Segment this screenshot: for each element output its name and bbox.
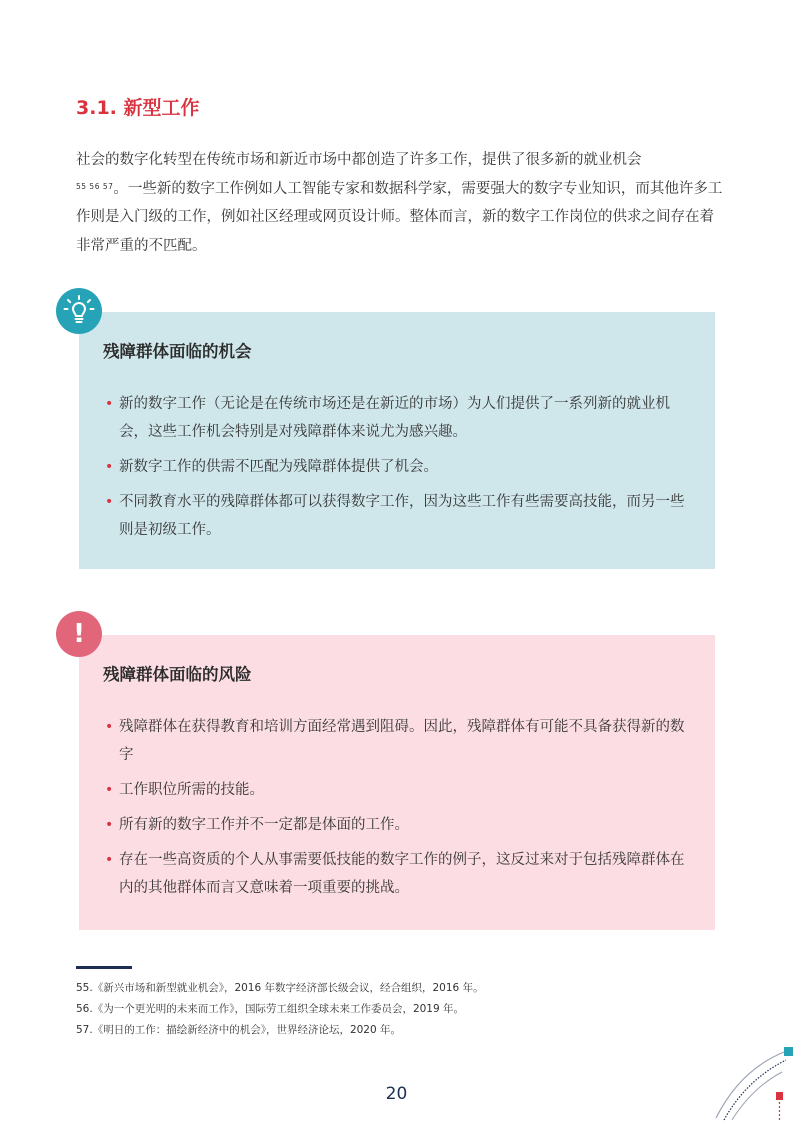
lightbulb-icon [56,288,102,334]
list-item: • 残障群体在获得教育和培训方面经常遇到阻碍。因此，残障群体有可能不具备获得新的数字 [105,713,695,769]
opportunities-box [79,312,715,569]
intro-paragraph [76,146,726,260]
corner-decoration-icon [710,1040,793,1122]
footnote-56: 56.《为一个更光明的未来而工作》，国际劳工组织全球未来工作委员会，2019 年。 [76,1003,465,1015]
footnote-57: 57.《明日的工作：描绘新经济中的机会》，世界经济论坛，2020 年。 [76,1024,402,1036]
footnote-divider [76,966,132,969]
risks-title: 残障群体面临的风险 [103,665,252,684]
risks-box [79,635,715,930]
intro-text-a: 社会的数字化转型在传统市场和新近市场中都创造了许多工作，提供了很多新的就业机会 [76,152,642,168]
list-item: • 新数字工作的供需不匹配为残障群体提供了机会。 [105,453,695,481]
footnotes [76,978,696,1041]
opportunities-title: 残障群体面临的机会 [103,342,252,361]
page-number: 20 [385,1084,408,1104]
risks-list [105,713,695,909]
list-item: • 工作职位所需的技能。 [105,776,695,804]
intro-text-b: 。一些新的数字工作例如人工智能专家和数据科学家，需要强大的数字专业知识，而其他许多工作则是入门级的工作，例如社区经理或网页设计师。整体而言，新的数字工作岗位的供求之间存在着非常严重的不匹配。 [76,180,723,254]
section-title: 3.1. 新型工作 [76,97,200,119]
list-item: • 所有新的数字工作并不一定都是体面的工作。 [105,811,695,839]
footnote-55: 55.《新兴市场和新型就业机会》，2016 年数字经济部长级会议，经合组织，2016 年。 [76,982,484,994]
footnote-refs[interactable]: 55 56 57 [76,181,114,191]
exclamation-icon: ! [56,611,102,657]
opportunities-list [105,390,695,551]
list-item: • 不同教育水平的残障群体都可以获得数字工作，因为这些工作有些需要高技能，而另一些则是初级工作。 [105,488,695,544]
list-item: • 存在一些高资质的个人从事需要低技能的数字工作的例子，这反过来对于包括残障群体在内的其他群体而言又意味着一项重要的挑战。 [105,846,695,902]
list-item: • 新的数字工作（无论是在传统市场还是在新近的市场）为人们提供了一系列新的就业机会，这些工作机会特别是对残障群体来说尤为感兴趣。 [105,390,695,446]
